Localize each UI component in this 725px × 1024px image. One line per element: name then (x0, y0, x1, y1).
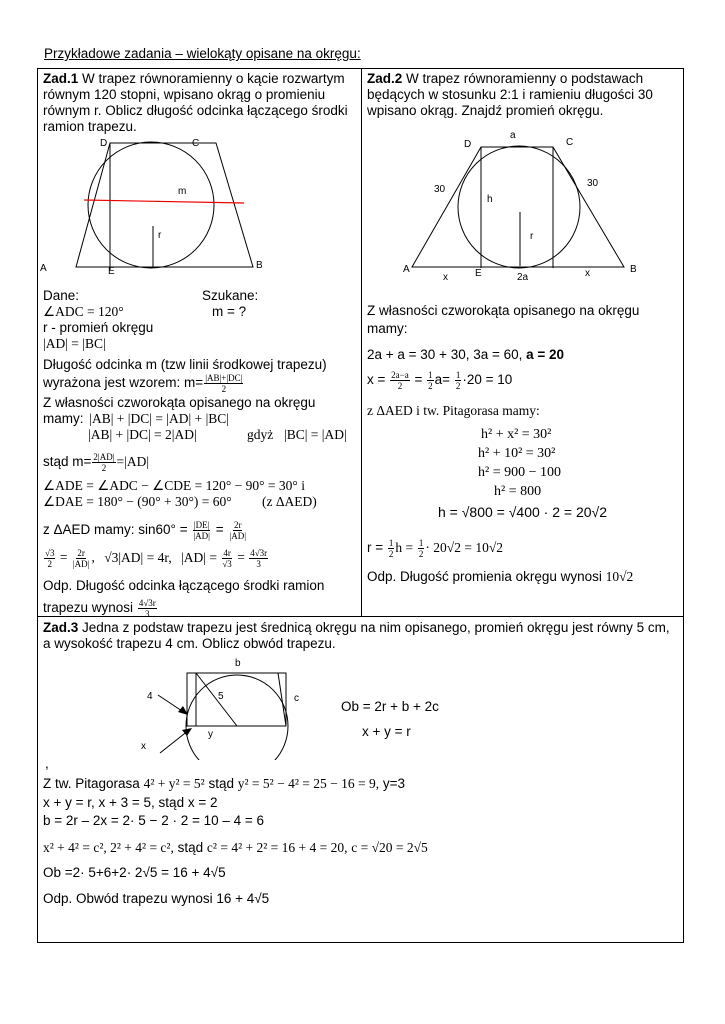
numerator: 4r (223, 548, 231, 558)
numerator: 1 (388, 538, 394, 548)
fraction (92, 452, 115, 473)
numerator: 1 (418, 538, 424, 548)
r-lead: r = (367, 540, 384, 556)
x-step: a= (434, 372, 451, 388)
given-label: Dane: (43, 288, 80, 303)
fraction (204, 373, 243, 394)
task-3-text-2: a wysokość trapezu 4 cm. Oblicz obwód trapezu. (43, 636, 336, 651)
given-angle: ∠ADC = 120° (43, 304, 124, 319)
property-formula: |AB| + |DC| = |AD| + |BC| (89, 411, 229, 426)
fraction (44, 548, 55, 569)
equals: = (215, 522, 224, 538)
answer-lead: trapezu wynosi (43, 600, 134, 616)
task-3-statement (43, 620, 670, 636)
label-x-left: x (443, 272, 448, 283)
numerator: 2|AD| (93, 452, 115, 462)
fraction (455, 370, 462, 391)
task-2-text-2: będących w stosunku 2:1 i ramieniu długości 30 (367, 87, 653, 102)
denominator: √3 (222, 559, 232, 569)
numerator: |AB|+|DC| (205, 373, 243, 383)
label-r: r (158, 230, 162, 241)
hence: stąd (177, 840, 204, 855)
inscribed-circle (458, 146, 580, 268)
task-1-text-1: W trapez równoramienny o kącie rozwartym (82, 71, 345, 86)
equals: = (414, 372, 423, 388)
label-c: C (192, 138, 200, 149)
perimeter-formula: Ob = 2r + b + 2c (341, 699, 439, 714)
task-2-text-1: W trapez równoramienny o podstawach (406, 71, 644, 86)
c-squared: c² = 4² + 2² = 16 + 4 = 20, (206, 840, 348, 855)
label-x-right: x (585, 268, 590, 279)
midline-formula-lead: wyrażona jest wzorem: m= (43, 375, 204, 391)
label-b: B (630, 264, 637, 275)
property-eq-2: |AB| + |DC| = 2|AD| (88, 427, 197, 442)
denominator: 2 (418, 549, 424, 559)
numerator: 2r (77, 548, 85, 558)
numerator: 4√3r (250, 548, 268, 558)
property-eq-1 (43, 411, 229, 427)
eq-1: h² + x² = 30² (481, 427, 552, 442)
xy-relation: x + y = r (362, 724, 411, 739)
property-because: gdyż (247, 427, 274, 442)
radius-5 (196, 673, 237, 726)
midline-note: Długość odcinka m (tzw linii środkowej trapezu) (43, 357, 327, 372)
y-result: y=3 (382, 776, 406, 791)
eq-4: h² = 800 (494, 484, 542, 499)
numerator: 1 (428, 370, 433, 380)
fraction (72, 548, 91, 569)
fraction (390, 370, 410, 391)
equals: = (237, 549, 245, 565)
page-title: Przykładowe zadania – wielokąty opisane na okręgu: (44, 46, 361, 61)
denominator: 2 (397, 381, 403, 391)
c-result: c = √20 = 2√5 (351, 840, 428, 855)
tangential-property: Z własności czworokąta opisanego na okręgu (43, 395, 316, 410)
denominator: 3 (145, 609, 150, 619)
x-solution (367, 370, 512, 391)
r-result: · 20√2 = 10√2 (425, 540, 503, 556)
c-eqs: x² + 4² = c², 2² + 4² = c², (43, 840, 174, 855)
label-y: y (208, 729, 213, 740)
fraction (427, 370, 434, 391)
inscribed-circle (88, 142, 214, 268)
tangential-property: Z własności czworokąta opisanego na okręgu (367, 303, 640, 318)
label-d: D (464, 139, 472, 150)
task-1-statement (43, 71, 355, 87)
task-2-heading: Zad.2 (367, 71, 403, 86)
ad-lead: |AD| = (181, 549, 217, 565)
task-1-text-3: równym r. Oblicz długość odcinka łączącego środki (43, 103, 348, 118)
label-a: A (403, 264, 410, 275)
m-result (43, 452, 149, 473)
label-b: B (256, 260, 263, 271)
given-radius: r - promień okręgu (43, 320, 154, 335)
ad-solution (43, 548, 269, 569)
denominator: |AD| (229, 531, 246, 541)
label-b: b (235, 658, 241, 669)
task-1-text-2: równym 120 stopni, wpisano okrąg o promieniu (43, 87, 326, 102)
task-2-statement (367, 71, 643, 87)
tangential-property-2: mamy: (367, 321, 408, 336)
angle-dae: ∠DAE = 180° − (90° + 30°) = 60° (43, 494, 232, 509)
numerator: 1 (455, 370, 461, 380)
label-a-top: a (510, 130, 516, 141)
pythagoras-intro (367, 403, 540, 419)
sine-lead: z ΔAED mamy: sin60° = (43, 522, 188, 538)
denominator: 2 (428, 381, 433, 391)
task-1-figure (38, 134, 360, 280)
eq-2: h² + 10² = 30² (478, 446, 556, 461)
fraction (418, 538, 425, 559)
eq-3: h² = 900 − 100 (478, 465, 561, 480)
denominator: |AD| (72, 559, 90, 569)
label-left-30: 30 (434, 184, 446, 195)
label-h: h (487, 194, 493, 205)
denominator: 2 (221, 384, 227, 394)
hence: stąd (208, 776, 234, 791)
label-a: A (40, 263, 47, 274)
comma: , (91, 549, 95, 565)
circumscribed-circle (186, 675, 288, 760)
leg-c (278, 673, 286, 726)
task-3-heading: Zad.3 (43, 620, 79, 635)
fraction (249, 548, 268, 569)
label-c: c (294, 693, 299, 704)
pythagoras-line (43, 776, 405, 792)
task-2-figure (362, 125, 682, 285)
stray-comma: , (45, 756, 49, 771)
sought-label: Szukane: (202, 288, 259, 303)
angle-dae-note: (z ΔAED) (262, 494, 317, 509)
task-3-figure (136, 655, 316, 760)
numerator: 2r (233, 520, 242, 530)
denominator: 3 (256, 559, 261, 569)
numerator: |DE| (193, 520, 210, 530)
eq-5: h = √800 = √400 · 2 = 20√2 (438, 504, 608, 520)
task-1-heading: Zad.1 (43, 71, 79, 86)
angle-ade: ∠ADE = ∠ADC − ∠CDE = 120° − 90° = 30° i (43, 478, 305, 493)
answer-value: 10√2 (605, 569, 634, 584)
x-lead: x = (367, 372, 386, 388)
label-5: 5 (218, 691, 224, 702)
fraction (228, 520, 247, 541)
pointer-x (160, 730, 189, 753)
task-2-text-3: wpisano okrąg. Znajdź promień okręgu. (367, 103, 604, 118)
a-result: a = 20 (526, 347, 565, 362)
m-result-lead: stąd m= (43, 454, 92, 470)
perimeter-line: Ob =2· 5+6+2· 2√5 = 16 + 4√5 (43, 865, 226, 880)
label-c: C (566, 137, 574, 148)
pythagoras-text: z ΔAED i tw. Pitagorasa mamy: (367, 403, 540, 418)
label-2a: 2a (517, 272, 529, 283)
fraction (192, 520, 211, 541)
numerator: 4√3r (138, 598, 156, 608)
ad-step: √3|AD| = 4r, (104, 549, 172, 565)
y-squared: y² = 5² − 4² = 25 − 16 = 9, (237, 776, 380, 791)
numerator: 2a−a (391, 370, 409, 380)
task-1-answer-2 (43, 598, 158, 619)
label-e: E (108, 266, 115, 277)
sought-m: m = ? (212, 304, 247, 319)
fraction (138, 598, 157, 619)
label-e: E (475, 268, 482, 279)
task-1-answer-1: Odp. Długość odcinka łączącego środki ramion (43, 578, 325, 593)
r-solution (367, 538, 503, 559)
pythagoras-eq: 4² + y² = 5² (143, 776, 205, 791)
task-3-answer: Odp. Obwód trapezu wynosi 16 + 4√5 (43, 891, 270, 906)
answer-lead: Odp. Długość promienia okręgu wynosi (367, 569, 602, 584)
midline-formula (43, 373, 244, 394)
given-equal-legs: |AD| = |BC| (43, 336, 106, 351)
sine-eq (43, 520, 248, 541)
b-line: b = 2r – 2x = 2· 5 − 2 · 2 = 10 – 4 = 6 (43, 813, 265, 828)
label-r: r (530, 231, 534, 242)
label-x: x (141, 741, 146, 752)
m-result-value: =|AD| (116, 454, 150, 470)
a-step: 2a + a = 30 + 30, 3a = 60, (367, 347, 523, 362)
denominator: 2 (101, 463, 107, 473)
trapezoid-abcd (76, 143, 253, 267)
label-d: D (100, 138, 108, 149)
property-equal: |BC| = |AD| (284, 427, 347, 442)
label-4: 4 (147, 691, 153, 702)
task-3-text-1: Jedna z podstaw trapezu jest średnicą okręgu na nim opisanego, promień okręgu jest równy 5 cm, (82, 620, 670, 635)
c-line (43, 840, 428, 856)
label-right-30: 30 (587, 178, 599, 189)
fraction (221, 548, 232, 569)
denominator: 2 (455, 381, 461, 391)
property-lead: mamy: (43, 411, 84, 426)
denominator: 2 (388, 549, 394, 559)
x-line: x + y = r, x + 3 = 5, stąd x = 2 (43, 795, 218, 810)
denominator: 2 (47, 559, 52, 569)
a-solution (367, 347, 564, 363)
label-m: m (178, 186, 187, 197)
numerator: √3 (45, 548, 55, 558)
fraction (388, 538, 395, 559)
task-2-answer (367, 569, 633, 585)
midline-m (84, 200, 244, 203)
equals: = (59, 549, 68, 565)
x-result: ·20 = 10 (462, 372, 513, 388)
task-1-text-4: ramion trapezu. (43, 119, 137, 134)
denominator: |AD| (193, 531, 210, 541)
trapezoid-abcd (412, 147, 624, 267)
line-lead: Z tw. Pitagorasa (43, 776, 140, 791)
r-step: h = (395, 540, 414, 556)
